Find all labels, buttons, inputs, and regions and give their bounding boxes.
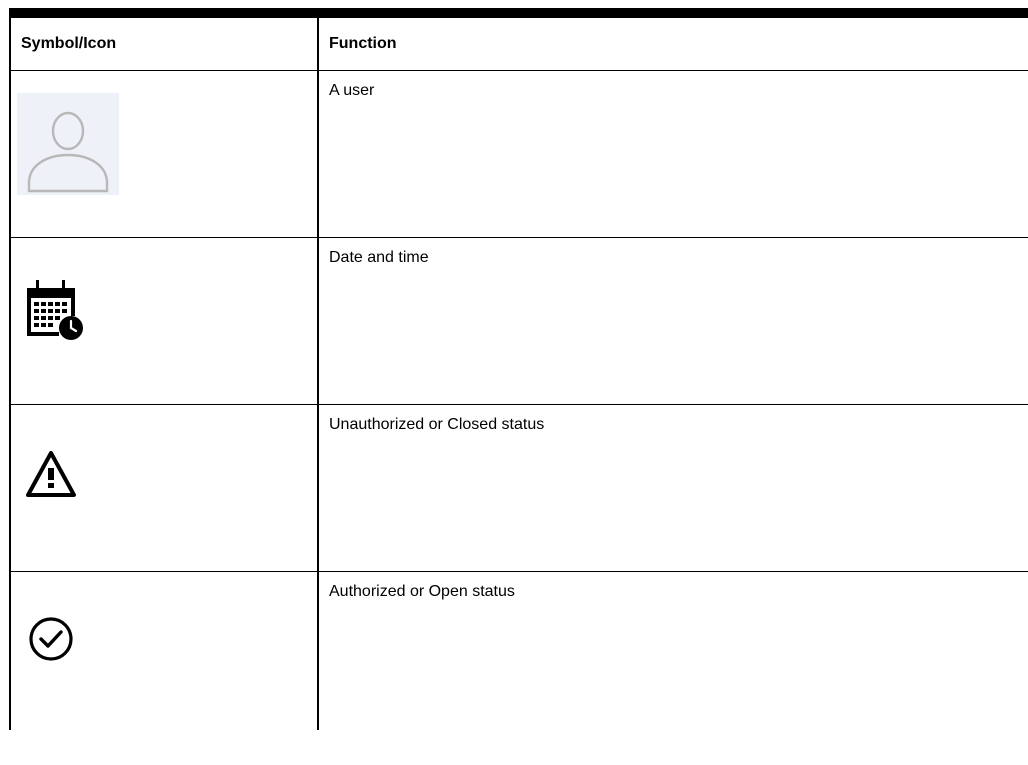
calendar-clock-icon [25,280,85,342]
table-row [10,572,1028,731]
function-cell [318,238,1028,405]
symbol-cell [10,71,318,238]
user-icon [17,93,119,195]
symbol-cell [10,405,318,572]
table-row [10,238,1028,405]
function-text: A user [329,82,375,99]
function-cell [318,572,1028,731]
header-symbol: Symbol/Icon [10,18,318,71]
function-text: Date and time [329,249,429,266]
symbol-cell [10,572,318,731]
function-text: Unauthorized or Closed status [329,416,545,433]
function-cell [318,71,1028,238]
table-header-row [10,18,1028,71]
symbol-function-table [9,18,1028,730]
top-rule [9,8,1028,18]
symbol-cell [10,238,318,405]
function-cell [318,405,1028,572]
check-circle-icon [27,615,75,663]
warning-icon [25,449,77,499]
table-row [10,405,1028,572]
function-text: Authorized or Open status [329,583,515,600]
table-row [10,71,1028,238]
header-function: Function [318,18,1028,71]
